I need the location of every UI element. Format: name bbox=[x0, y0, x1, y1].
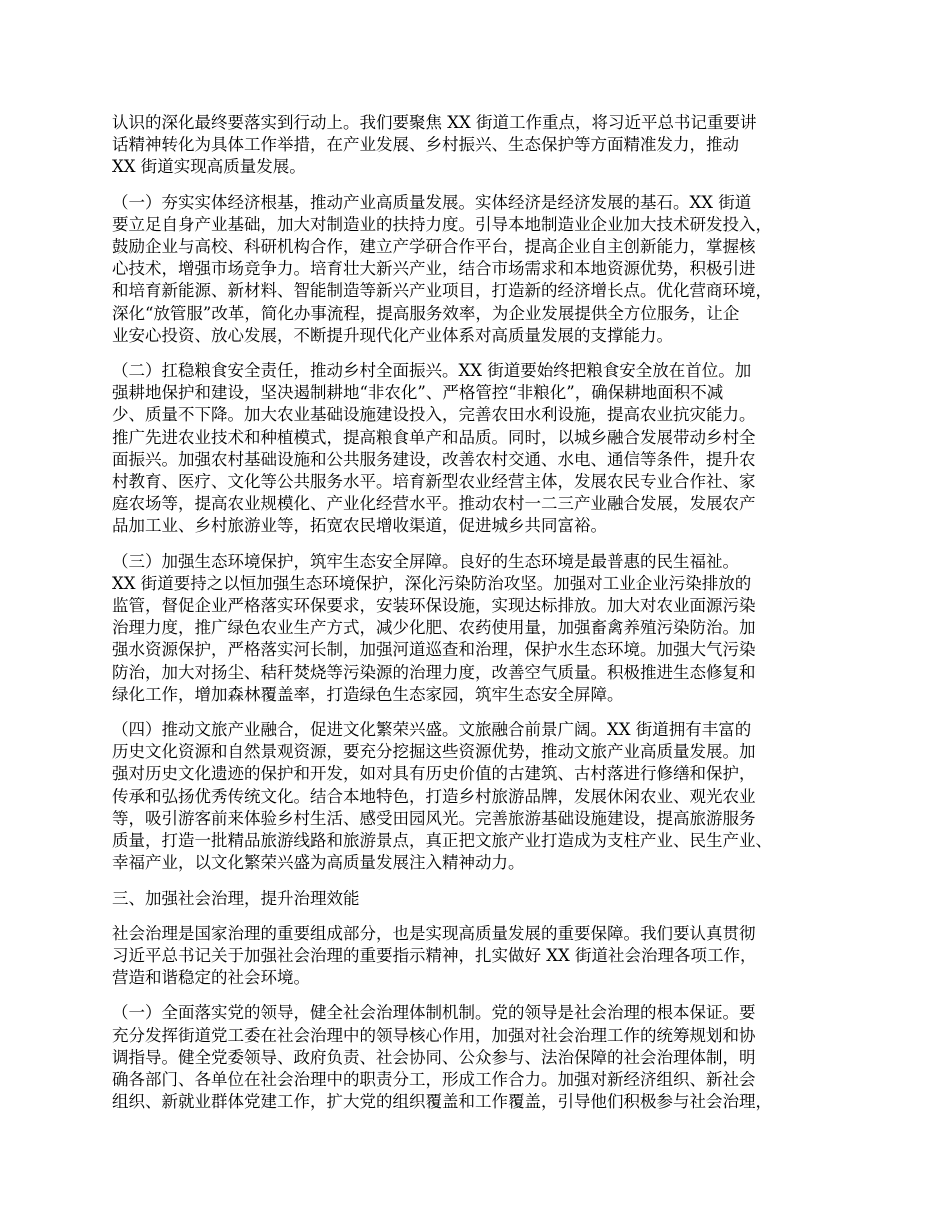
document-page bbox=[112, 112, 850, 1126]
intro-paragraph: 认识的深化最终要落实到行动上。我们要聚焦 XX 街道工作重点，将习近平总书记重要讲 话精神转化为具体工作举措，在产业发展、乡村振兴、生态保护等方面精准发力，推动 XX 街道实现高质量发展。 bbox=[112, 113, 757, 177]
section-culture-tourism-paragraph: （四）推动文旅产业融合，促进文化繁荣兴盛。文旅融合前景广阔。XX 街道拥有丰富的 历史文化资源和自然景观资源，要充分挖掘这些资源优势，推动文旅产业高质量发展。加 强对历史文化遗迹的保护和开发，如对具有历史价值的古建筑、古村落进行修缮和保护， 传承和弘扬优秀传统文化。结合本地特色，打造乡村旅游品牌，发展休闲农业、观光农业 等，吸引游客前来体验乡村生活、感受田园风光。完善旅游基础设施建设，提高旅游服务 质量，打造一批精品旅游线路和旅游景点，真正把文旅产业打造成为支柱产业、民生产业、 幸福产业，以文化繁荣兴盛为高质量发展注入精神动力。 bbox=[112, 720, 772, 873]
social-governance-intro-paragraph: 社会治理是国家治理的重要组成部分，也是实现高质量发展的重要保障。我们要认真贯彻 习近平总书记关于加强社会治理的重要指示精神，扎实做好 XX 街道社会治理各项工作， 营造和谐稳定的社会环境。 bbox=[112, 923, 757, 988]
section-food-security-paragraph: （二）扛稳粮食安全责任，推动乡村全面振兴。XX 街道要始终把粮食安全放在首位。加 强耕地保护和建设，坚决遏制耕地“非农化”、严格管控“非粮化”，确保耕地面积不减 少、质量不下降。加大农业基础设施建设投入，完善农田水利设施，提高农业抗灾能力。 推广先进农业技术和种植模式，提高粮食单产和品质。同时，以城乡融合发展带动乡村全 面振兴。加强农村基础设施和公共服务建设，改善农村交通、水电、通信等条件，提升农 村教育、医疗、文化等公共服务水平。培育新型农业经营主体，发展农民专业合作社、家 庭农场等，提高农业规模化、产业化经营水平。推动农村一二三产业融合发展，发展农产 品加工业、乡村旅游业等，拓宽农民增收渠道，促进城乡共同富裕。 bbox=[112, 361, 756, 536]
party-leadership-paragraph: （一）全面落实党的领导，健全社会治理体制机制。党的领导是社会治理的根本保证。要 充分发挥街道党工委在社会治理中的领导核心作用，加强对社会治理工作的统筹规划和协 调指导。健全党委领导、政府负责、社会协同、公众参与、法治保障的社会治理体制，明 确各部门、各单位在社会治理中的职责分工，形成工作合力。加强对新经济组织、新社会 组织、新就业群体党建工作，扩大党的组织覆盖和工作覆盖，引导他们积极参与社会治理， bbox=[112, 1003, 772, 1112]
section-ecology-paragraph: （三）加强生态环境保护，筑牢生态安全屏障。良好的生态环境是最普惠的民生福祉。 XX 街道要持之以恒加强生态环境保护，深化污染防治攻坚。加强对工业企业污染排放的 监管，督促企业严格落实环保要求，安装环保设施，实现达标排放。加大对农业面源污染 治理力度，推广绿色农业生产方式，减少化肥、农药使用量，加强畜禽养殖污染防治。加 强水资源保护，严格落实河长制，加强河道巡查和治理，保护水生态环境。加强大气污染 防治，加大对扬尘、秸秆焚烧等污染源的治理力度，改善空气质量。积极推进生态修复和 绿化工作，增加森林覆盖率，打造绿色生态家园，筑牢生态安全屏障。 bbox=[112, 551, 756, 704]
section-heading-social-governance: 三、加强社会治理，提升治理效能 bbox=[112, 888, 360, 908]
section-industry-paragraph: （一）夯实实体经济根基，推动产业高质量发展。实体经济是经济发展的基石。XX 街道 要立足自身产业基础，加大对制造业的扶持力度。引导本地制造业企业加大技术研发投入， 鼓励企业与高校、科研机构合作，建立产学研合作平台，提高企业自主创新能力，掌握核 心技术，增强市场竞争力。培育壮大新兴产业，结合市场需求和本地资源优势，积极引进 和培育新能源、新材料、智能制造等新兴产业项目，打造新的经济增长点。优化营商环境， 深化“放管服”改革，简化办事流程，提高服务效率，为企业发展提供全方位服务，让企 业安心投资、放心发展，不断提升现代化产业体系对高质量发展的支撑能力。 bbox=[112, 192, 772, 345]
